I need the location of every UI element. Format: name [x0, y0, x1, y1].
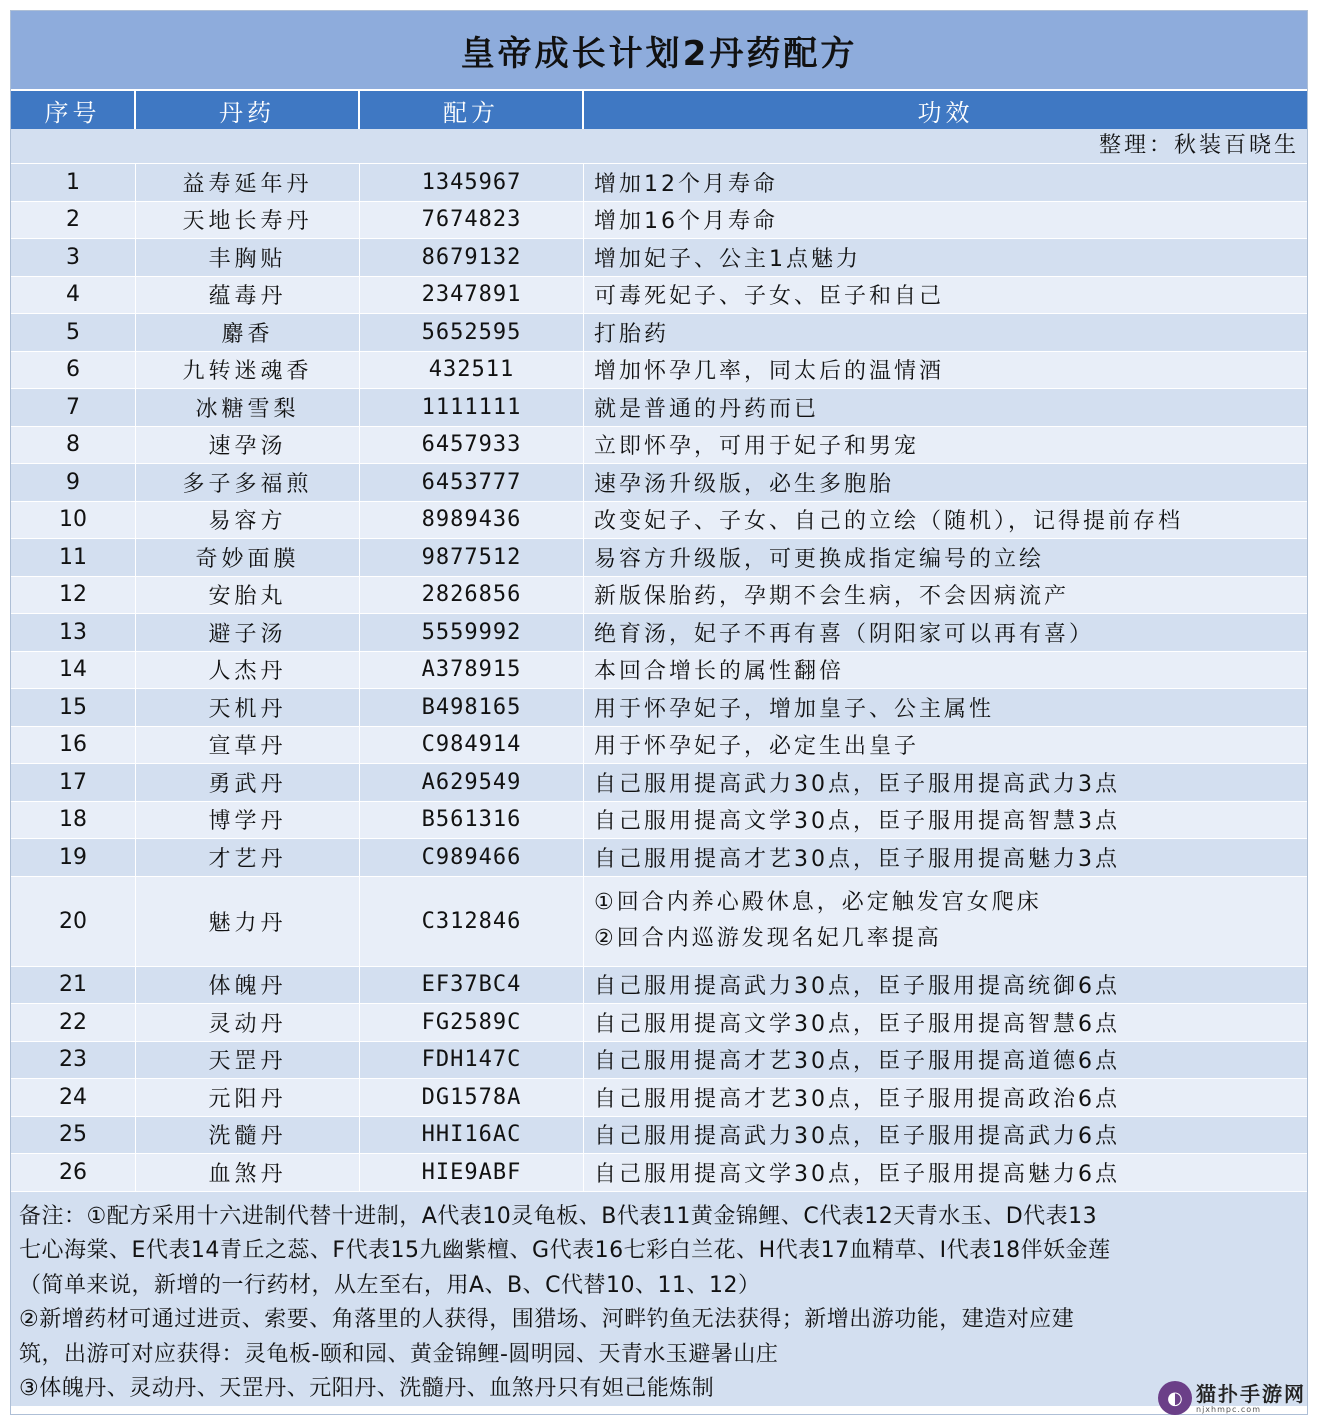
table-row	[11, 967, 1307, 1005]
formula-code: 1111111	[360, 389, 584, 426]
effect-text: 本回合增长的属性翻倍	[594, 659, 845, 685]
formula-code: C312846	[360, 877, 584, 966]
note-line: 备注：①配方采用十六进制代替十进制，A代表10灵龟板、B代表11黄金锦鲤、C代表12天青水玉、D代表13	[19, 1203, 1098, 1229]
table-row	[11, 577, 1307, 615]
effect-text: 易容方升级版，可更换成指定编号的立绘	[594, 546, 1045, 572]
pill-name: 避子汤	[136, 614, 360, 651]
cat-logo-icon: ◐	[1158, 1381, 1192, 1415]
pill-name: 人杰丹	[136, 652, 360, 689]
effect-text: 增加12个月寿命	[594, 171, 778, 197]
pill-name: 丰胸贴	[136, 239, 360, 276]
formula-code: 8989436	[360, 502, 584, 539]
pill-name: 灵动丹	[136, 1004, 360, 1041]
watermark-url: njxhmpc.com	[1196, 1404, 1261, 1414]
effect-cell	[584, 314, 1307, 351]
effect-cell	[584, 614, 1307, 651]
effect-text: 自己服用提高武力30点，臣子服用提高统御6点	[594, 974, 1120, 1000]
row-number: 10	[11, 502, 136, 539]
formula-code: 2347891	[360, 277, 584, 314]
table-row	[11, 539, 1307, 577]
watermark	[1158, 1381, 1306, 1415]
effect-text: 自己服用提高武力30点，臣子服用提高武力3点	[594, 771, 1120, 797]
row-number: 17	[11, 764, 136, 801]
note-line: ②新增药材可通过进贡、索要、角落里的人获得，围猎场、河畔钓鱼无法获得；新增出游功能，建造对应建	[19, 1307, 1075, 1332]
row-number: 18	[11, 802, 136, 839]
formula-code: 2826856	[360, 577, 584, 614]
effect-text: 速孕汤升级版，必生多胞胎	[594, 471, 895, 497]
effect-cell	[584, 277, 1307, 314]
row-number: 2	[11, 202, 136, 239]
effect-cell	[584, 577, 1307, 614]
pill-name: 益寿延年丹	[136, 164, 360, 201]
pill-name: 血煞丹	[136, 1154, 360, 1191]
pill-name: 元阳丹	[136, 1079, 360, 1116]
row-number: 14	[11, 652, 136, 689]
effect-text: 增加妃子、公主1点魅力	[594, 246, 861, 272]
table-row	[11, 1004, 1307, 1042]
pill-name: 魅力丹	[136, 877, 360, 966]
row-number: 6	[11, 352, 136, 389]
pill-name: 九转迷魂香	[136, 352, 360, 389]
formula-code: 1345967	[360, 164, 584, 201]
note-line: ③体魄丹、灵动丹、天罡丹、元阳丹、洗髓丹、血煞丹只有妲己能炼制	[19, 1376, 715, 1401]
effect-cell	[584, 464, 1307, 501]
row-number: 20	[11, 877, 136, 966]
formula-code: 432511	[360, 352, 584, 389]
note-line: （简单来说，新增的一行药材，从左至右，用A、B、C代替10、11、12）	[19, 1272, 761, 1298]
row-number: 9	[11, 464, 136, 501]
formula-code: HHI16AC	[360, 1117, 584, 1154]
effect-text: 用于怀孕妃子，必定生出皇子	[594, 734, 920, 760]
row-number: 5	[11, 314, 136, 351]
pill-name: 多子多福煎	[136, 464, 360, 501]
watermark-name: 猫扑手游网	[1196, 1381, 1306, 1406]
pill-name: 安胎丸	[136, 577, 360, 614]
row-number: 21	[11, 967, 136, 1004]
row-number: 1	[11, 164, 136, 201]
effect-text: 自己服用提高文学30点，臣子服用提高智慧3点	[594, 809, 1120, 835]
effect-cell	[584, 1042, 1307, 1079]
pill-name: 冰糖雪梨	[136, 389, 360, 426]
formula-code: 7674823	[360, 202, 584, 239]
effect-text: 用于怀孕妃子，增加皇子、公主属性	[594, 696, 995, 722]
effect-cell	[584, 689, 1307, 726]
effect-cell	[584, 839, 1307, 876]
table-row	[11, 464, 1307, 502]
effect-text: 就是普通的丹药而已	[594, 396, 820, 422]
pill-name: 体魄丹	[136, 967, 360, 1004]
effect-text: 改变妃子、子女、自己的立绘（随机），记得提前存档	[594, 509, 1184, 535]
effect-cell	[584, 802, 1307, 839]
table-row	[11, 652, 1307, 690]
table-row	[11, 839, 1307, 877]
pill-name: 博学丹	[136, 802, 360, 839]
effect-cell	[584, 877, 1307, 966]
pill-name: 天机丹	[136, 689, 360, 726]
table-body	[11, 164, 1307, 1192]
header-effect: 功效	[917, 98, 974, 127]
effect-text: 自己服用提高武力30点，臣子服用提高武力6点	[594, 1124, 1120, 1150]
row-number: 23	[11, 1042, 136, 1079]
row-number: 8	[11, 427, 136, 464]
formula-code: B561316	[360, 802, 584, 839]
effect-cell	[584, 164, 1307, 201]
effect-text: 自己服用提高才艺30点，臣子服用提高道德6点	[594, 1049, 1120, 1075]
pill-name: 奇妙面膜	[136, 539, 360, 576]
effect-cell	[584, 967, 1307, 1004]
effect-text: 自己服用提高文学30点，臣子服用提高魅力6点	[594, 1161, 1120, 1187]
effect-cell	[584, 352, 1307, 389]
effect-cell	[584, 202, 1307, 239]
table-row	[11, 802, 1307, 840]
pill-name: 宣草丹	[136, 727, 360, 764]
table-row	[11, 689, 1307, 727]
pill-name: 蕴毒丹	[136, 277, 360, 314]
effect-text: 打胎药	[594, 321, 670, 347]
formula-code: A378915	[360, 652, 584, 689]
table-row	[11, 1117, 1307, 1155]
formula-code: FDH147C	[360, 1042, 584, 1079]
formula-code: DG1578A	[360, 1079, 584, 1116]
table-header	[11, 91, 1307, 129]
formula-code: C984914	[360, 727, 584, 764]
effect-cell	[584, 1079, 1307, 1116]
row-number: 3	[11, 239, 136, 276]
effect-text: ②回合内巡游发现名妃几率提高	[594, 926, 942, 951]
pill-name: 才艺丹	[136, 839, 360, 876]
row-number: 24	[11, 1079, 136, 1116]
row-number: 12	[11, 577, 136, 614]
effect-text: 可毒死妃子、子女、臣子和自己	[594, 284, 945, 310]
effect-text: ①回合内养心殿休息，必定触发宫女爬床	[594, 890, 1042, 915]
row-number: 15	[11, 689, 136, 726]
formula-code: 5559992	[360, 614, 584, 651]
effect-cell	[584, 764, 1307, 801]
row-number: 11	[11, 539, 136, 576]
effect-cell	[584, 1154, 1307, 1191]
formula-code: 5652595	[360, 314, 584, 351]
notes-section	[11, 1192, 1307, 1406]
pill-name: 天地长寿丹	[136, 202, 360, 239]
table-row	[11, 1042, 1307, 1080]
effect-text: 新版保胎药，孕期不会生病，不会因病流产	[594, 584, 1070, 610]
effect-cell	[584, 1004, 1307, 1041]
header-no: 序号	[11, 91, 136, 129]
effect-text: 自己服用提高才艺30点，臣子服用提高魅力3点	[594, 846, 1120, 872]
row-number: 26	[11, 1154, 136, 1191]
table-row	[11, 502, 1307, 540]
table-row	[11, 1154, 1307, 1192]
header-formula: 配方	[360, 91, 584, 129]
row-number: 25	[11, 1117, 136, 1154]
row-number: 16	[11, 727, 136, 764]
pill-name: 易容方	[136, 502, 360, 539]
pill-name: 天罡丹	[136, 1042, 360, 1079]
formula-code: 6453777	[360, 464, 584, 501]
effect-text: 自己服用提高文学30点，臣子服用提高智慧6点	[594, 1011, 1120, 1037]
note-line: 筑，出游可对应获得：灵龟板-颐和园、黄金锦鲤-圆明园、天青水玉避暑山庄	[19, 1341, 779, 1367]
formula-code: EF37BC4	[360, 967, 584, 1004]
table-row	[11, 389, 1307, 427]
effect-cell	[584, 652, 1307, 689]
formula-code: 6457933	[360, 427, 584, 464]
effect-cell	[584, 427, 1307, 464]
row-number: 13	[11, 614, 136, 651]
row-number: 4	[11, 277, 136, 314]
effect-text: 增加16个月寿命	[594, 209, 778, 235]
effect-text: 自己服用提高才艺30点，臣子服用提高政治6点	[594, 1086, 1120, 1112]
table-row	[11, 727, 1307, 765]
table-row	[11, 352, 1307, 390]
formula-code: 9877512	[360, 539, 584, 576]
table-row	[11, 202, 1307, 240]
table-row	[11, 614, 1307, 652]
effect-cell	[584, 1117, 1307, 1154]
effect-cell	[584, 727, 1307, 764]
table-row	[11, 314, 1307, 352]
pill-name: 速孕汤	[136, 427, 360, 464]
page-title: 皇帝成长计划2丹药配方	[11, 11, 1307, 91]
formula-code: FG2589C	[360, 1004, 584, 1041]
formula-code: C989466	[360, 839, 584, 876]
effect-text: 立即怀孕，可用于妃子和男宠	[594, 434, 920, 460]
table-row	[11, 164, 1307, 202]
effect-text: 增加怀孕几率，同太后的温情酒	[594, 359, 945, 385]
table-row	[11, 1079, 1307, 1117]
row-number: 22	[11, 1004, 136, 1041]
effect-text: 绝育汤，妃子不再有喜（阴阳家可以再有喜）	[594, 621, 1095, 647]
row-number: 19	[11, 839, 136, 876]
pill-name: 洗髓丹	[136, 1117, 360, 1154]
formula-code: B498165	[360, 689, 584, 726]
note-line: 七心海棠、E代表14青丘之蕊、F代表15九幽紫檀、G代表16七彩白兰花、H代表17血精草、I代表18伴妖金莲	[19, 1238, 1111, 1263]
effect-cell	[584, 239, 1307, 276]
table-row	[11, 764, 1307, 802]
effect-cell	[584, 502, 1307, 539]
effect-cell	[584, 539, 1307, 576]
recipe-sheet	[10, 10, 1308, 1415]
pill-name: 勇武丹	[136, 764, 360, 801]
table-row	[11, 277, 1307, 315]
pill-name: 麝香	[136, 314, 360, 351]
credit-line: 整理：秋装百晓生	[11, 129, 1307, 164]
effect-cell	[584, 389, 1307, 426]
formula-code: HIE9ABF	[360, 1154, 584, 1191]
formula-code: A629549	[360, 764, 584, 801]
header-name: 丹药	[136, 91, 360, 129]
table-row	[11, 877, 1307, 967]
table-row	[11, 427, 1307, 465]
table-row	[11, 239, 1307, 277]
formula-code: 8679132	[360, 239, 584, 276]
row-number: 7	[11, 389, 136, 426]
